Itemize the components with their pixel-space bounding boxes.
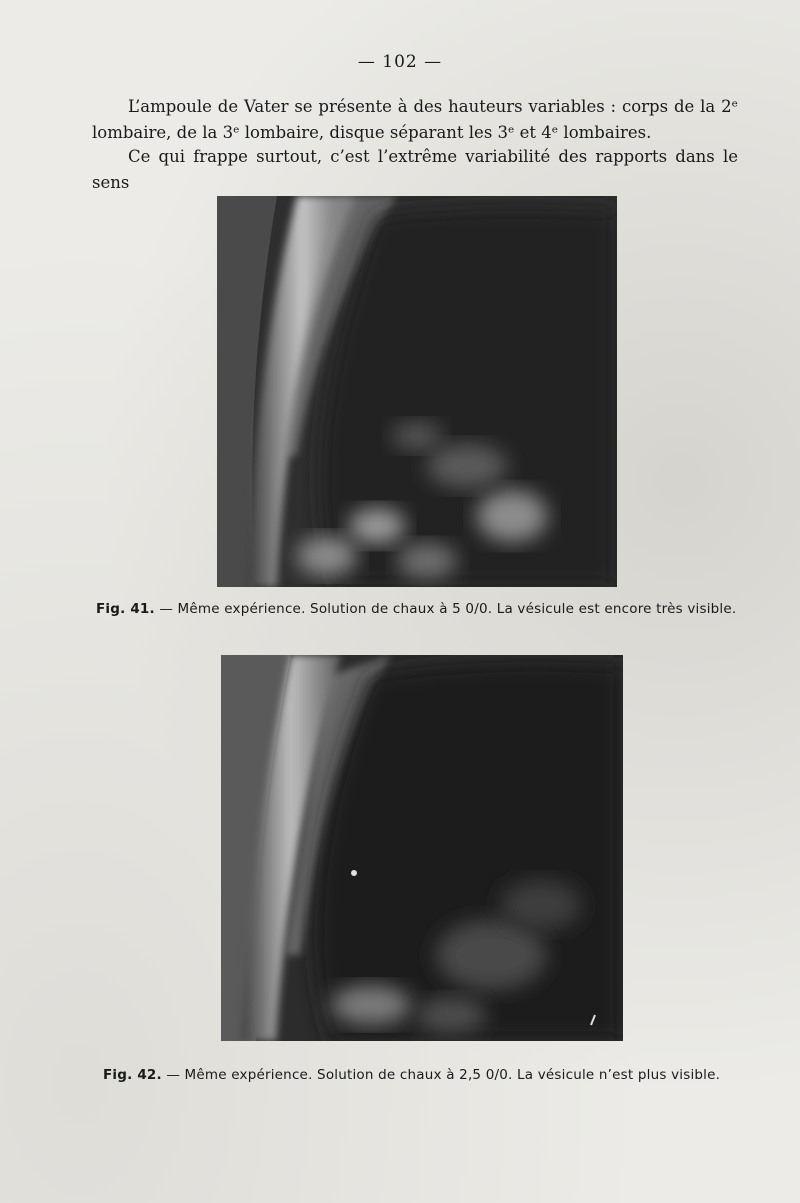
radiograph-image	[217, 196, 617, 587]
figure-41-label: Fig. 41.	[96, 601, 155, 617]
figure-41-radiograph	[217, 196, 617, 587]
figure-42-label: Fig. 42.	[103, 1067, 162, 1083]
figure-41-caption	[96, 601, 736, 617]
body-paragraph-2: Ce qui frappe surtout, c’est l’extrême variabilité des rapports dans le sens	[92, 147, 738, 192]
page-number: — 102 —	[357, 52, 443, 72]
figure-41-caption-text: — Même expérience. Solution de chaux à 5 0/0. La vésicule est encore très visible.	[154, 601, 737, 617]
figure-42-caption-text: — Même expérience. Solution de chaux à 2,5 0/0. La vésicule n’est plus visible.	[161, 1067, 721, 1083]
figure-42-radiograph	[221, 655, 623, 1041]
radiograph-image	[221, 655, 623, 1041]
body-paragraph-1: L’ampoule de Vater se présente à des hauteurs variables : corps de la 2ᵉ lombaire, de la 3ᵉ lombaire, disque séparant les 3ᵉ et 4ᵉ lombaires.	[92, 97, 738, 142]
figure-42-caption	[103, 1067, 720, 1083]
